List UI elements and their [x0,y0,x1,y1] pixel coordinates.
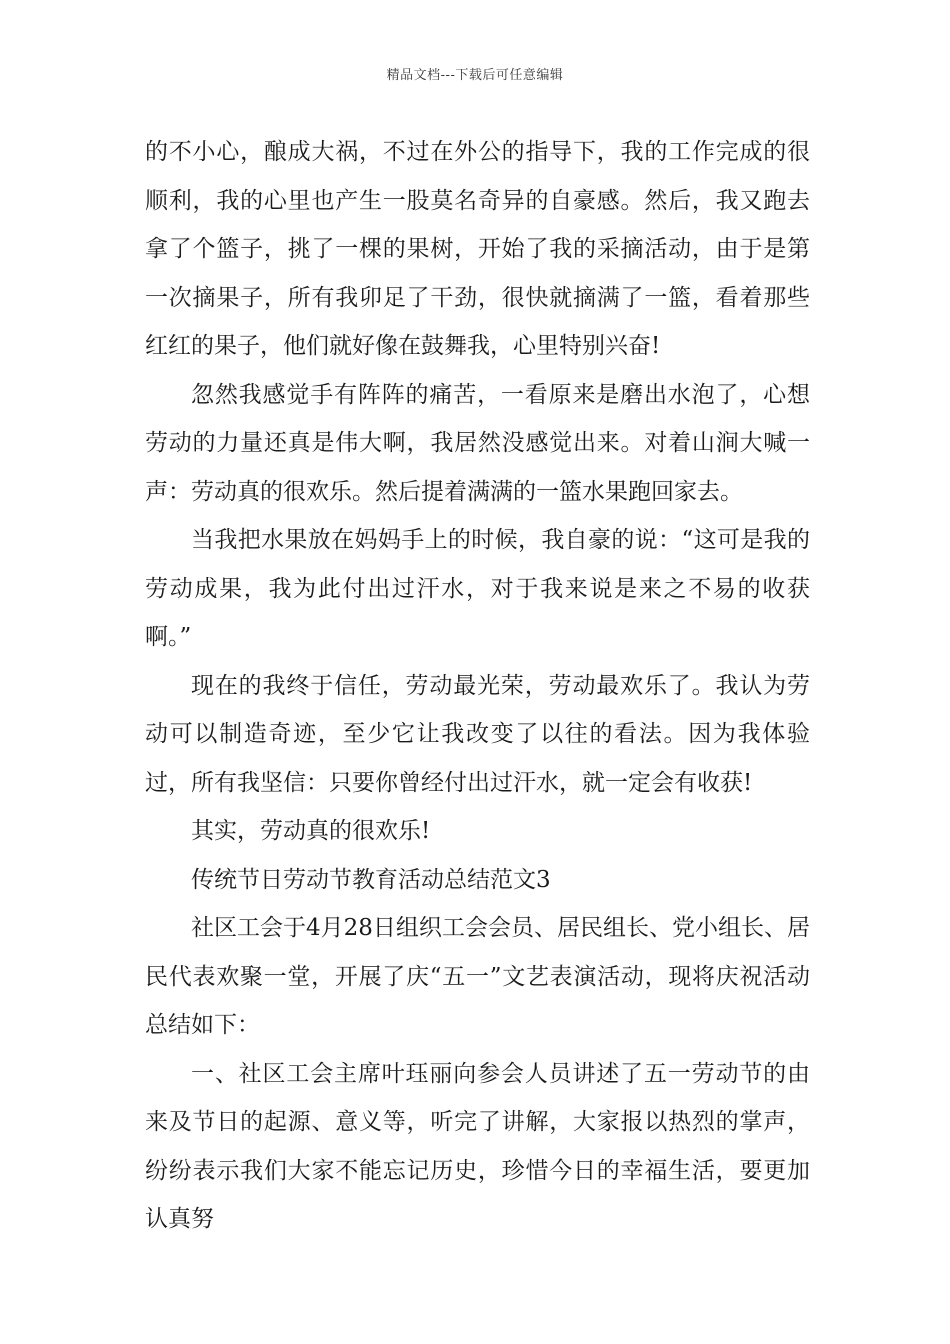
paragraph-7: 一、社区工会主席叶珏丽向参会人员讲述了五一劳动节的由来及节日的起源、意义等，听完了讲解，大家报以热烈的掌声，纷纷表示我们大家不能忘记历史，珍惜今日的幸福生活，要更加认真努 [145,1060,810,1232]
document-body [145,128,810,1244]
paragraph-1: 的不小心，酿成大祸，不过在外公的指导下，我的工作完成的很顺利，我的心里也产生一股莫名奇异的自豪感。然后，我又跑去拿了个篮子，挑了一棵的果树，开始了我的采摘活动，由于是第一次摘果子，所有我卯足了干劲，很快就摘满了一篮，看着那些红红的果子，他们就好像在鼓舞我，心里特别兴奋! [145,139,810,359]
section-heading: 传统节日劳动节教育活动总结范文3 [191,866,551,893]
page-header: 精品文档---下载后可任意编辑 [386,68,564,83]
paragraph-6: 社区工会于4月28日组织工会会员、居民组长、党小组长、居民代表欢聚一堂，开展了庆“五一”文艺表演活动，现将庆祝活动总结如下： [145,915,810,1038]
paragraph-4: 现在的我终于信任，劳动最光荣，劳动最欢乐了。我认为劳动可以制造奇迹，至少它让我改变了以往的看法。因为我体验过，所有我坚信：只要你曾经付出过汗水，就一定会有收获! [145,672,810,796]
paragraph-2: 忽然我感觉手有阵阵的痛苦，一看原来是磨出水泡了，心想劳动的力量还真是伟大啊，我居然没感觉出来。对着山涧大喊一声：劳动真的很欢乐。然后提着满满的一篮水果跑回家去。 [145,381,810,505]
paragraph-3: 当我把水果放在妈妈手上的时候，我自豪的说：“这可是我的劳动成果，我为此付出过汗水，对于我来说是来之不易的收获啊。” [145,527,810,650]
paragraph-5: 其实，劳动真的很欢乐! [191,818,431,844]
